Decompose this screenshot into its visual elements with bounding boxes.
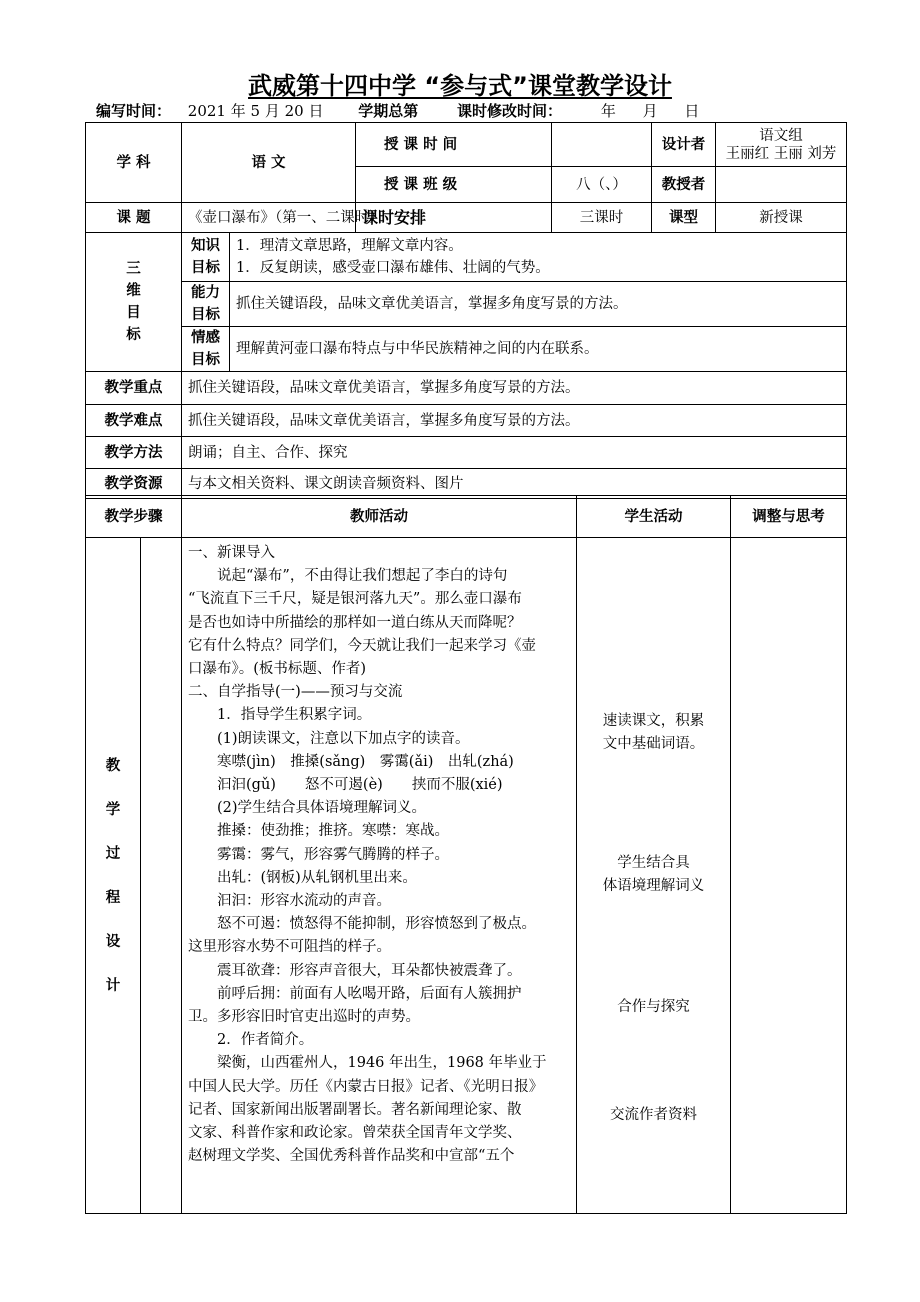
resource-text: 与本文相关资料、课文朗读音频资料、图片	[182, 469, 847, 499]
teacher-line: 怒不可遏：愤怒得不能抑制，形容愤怒到了极点。	[217, 916, 536, 933]
student-activity-header: 学生活动	[577, 496, 731, 538]
term-label: 学期总第	[358, 102, 419, 120]
process-char: 设	[105, 933, 121, 950]
goals-char: 维	[126, 283, 141, 299]
teacher-line: 它有什么特点？同学们，今天就让我们一起来学习《壶	[188, 637, 536, 654]
type-label: 课型	[652, 203, 716, 233]
write-time-label: 编写时间：	[96, 102, 172, 120]
topic-label: 课 题	[86, 203, 182, 233]
teacher-line: 口瀑布》。(板书标题、作者)	[188, 661, 367, 678]
teacher-line: 梁衡，山西霍州人，1946 年出生，1968 年毕业于	[217, 1055, 547, 1072]
student-line: 文中基础词语。	[602, 736, 705, 752]
designer-label: 设计者	[652, 123, 716, 167]
teacher-line: 2．作者简介。	[217, 1032, 314, 1049]
teacher-label: 教授者	[652, 167, 716, 203]
student-activity-3	[577, 996, 730, 1019]
resource-label: 教学资源	[86, 469, 182, 499]
process-char: 学	[105, 801, 121, 818]
student-line: 学生结合具	[617, 855, 690, 871]
knowledge-line: 1．理清文章思路，理解文章内容。	[236, 238, 463, 254]
write-time-value: 2021 年 5 月 20 日	[187, 102, 324, 120]
label-line: 知识	[191, 238, 220, 254]
subject-value: 语 文	[182, 123, 356, 203]
adjust-header: 调整与思考	[731, 496, 847, 538]
emotion-goal-label	[182, 327, 230, 372]
key-point-text: 抓住关键语段，品味文章优美语言，掌握多角度写景的方法。	[182, 372, 847, 405]
teaching-process-table	[85, 495, 847, 1214]
teacher-activity-header: 教师活动	[182, 496, 577, 538]
student-activity-4	[577, 1104, 730, 1127]
class-value: 八（、）	[552, 167, 652, 203]
method-label: 教学方法	[86, 437, 182, 469]
teacher-line: 雾霭：雾气，形容雾气腾腾的样子。	[217, 846, 449, 863]
teacher-line: 1．指导学生积累字词。	[217, 707, 372, 724]
teacher-line: 中国人民大学。历任《内蒙古日报》记者、《光明日报》	[188, 1078, 544, 1095]
process-char: 过	[105, 845, 121, 862]
student-activity-2	[577, 852, 730, 898]
teacher-line: 卫。多形容旧时官吏出巡时的声势。	[188, 1009, 420, 1026]
teacher-line: 汩汩：形容水流动的声音。	[217, 893, 391, 910]
teacher-line: 汩汩(gǔ) 怒不可遏(è) 挟而不服(xié)	[217, 777, 503, 794]
student-line: 交流作者资料	[610, 1107, 697, 1123]
goals-char: 目	[126, 305, 141, 321]
goals-char: 三	[126, 261, 141, 277]
process-char: 程	[105, 889, 121, 906]
knowledge-goal-text	[230, 233, 847, 282]
student-activity-1	[577, 710, 730, 756]
teacher-line: 前呼后拥：前面有人吆喝开路，后面有人簇拥护	[217, 985, 522, 1002]
document-title: 武威第十四中学 “参与式”课堂教学设计	[248, 72, 672, 100]
time-label: 授 课 时 间	[356, 123, 552, 167]
teacher-line: 寒噤(jìn) 推搡(sǎng) 雾霭(ǎi) 出轧(zhá)	[217, 753, 514, 770]
label-line: 情感	[191, 330, 220, 346]
difficulty-label: 教学难点	[86, 405, 182, 437]
process-design-label	[86, 538, 141, 1214]
modify-time-value: 年 月 日	[600, 102, 700, 120]
key-point-label: 教学重点	[86, 372, 182, 405]
ability-goal-label	[182, 282, 230, 327]
label-line: 目标	[191, 352, 220, 368]
schedule-value: 三课时	[552, 203, 652, 233]
designer-group: 语文组	[759, 127, 803, 144]
teacher-line: 赵树理文学奖、全国优秀科普作品奖和中宣部“五个	[188, 1148, 515, 1165]
label-line: 目标	[191, 307, 220, 323]
teacher-line: (1)朗读课文，注意以下加点字的读音。	[217, 730, 470, 747]
student-line: 速读课文，积累	[602, 713, 705, 729]
type-value: 新授课	[716, 203, 847, 233]
teacher-line: “飞流直下三千尺，疑是银河落九天”。那么壶口瀑布	[188, 591, 522, 608]
label-line: 能力	[191, 285, 220, 301]
method-text: 朗诵；自主、合作、探究	[182, 437, 847, 469]
teacher-line: 记者、国家新闻出版署副署长。著名新闻理论家、散	[188, 1101, 522, 1118]
adjust-body	[731, 538, 847, 1214]
teacher-line: 出轧：(钢板)从轧钢机里出来。	[217, 869, 417, 886]
teacher-line: 一、新课导入	[188, 545, 275, 561]
schedule-label: 课时安排	[356, 203, 552, 233]
modify-time-label: 课时修改时间：	[457, 102, 563, 120]
student-line: 体语境理解词义	[602, 878, 705, 894]
teacher-line: (2)学生结合具体语境理解词义。	[217, 800, 427, 817]
teacher-line: 震耳欲聋：形容声音很大，耳朵都快被震聋了。	[217, 962, 522, 979]
student-activity-body	[577, 538, 731, 1214]
ability-goal-text: 抓住关键语段，品味文章优美语言，掌握多角度写景的方法。	[230, 282, 847, 327]
subject-label: 学 科	[86, 123, 182, 203]
process-char: 教	[105, 757, 121, 774]
lesson-info-table	[85, 122, 847, 499]
process-char: 计	[105, 977, 121, 994]
teacher-line: 二、自学指导(一)——预习与交流	[188, 684, 403, 701]
student-line: 合作与探究	[617, 999, 690, 1015]
time-value	[552, 123, 652, 167]
document-meta	[96, 100, 699, 121]
teacher-line: 推搡：使劲推；推挤。寒噤：寒战。	[217, 823, 449, 840]
steps-header: 教学步骤	[86, 496, 182, 538]
step-column	[141, 538, 182, 1214]
label-line: 目标	[191, 260, 220, 276]
knowledge-goal-label	[182, 233, 230, 282]
teacher-line: 文家、科普作家和政论家。曾荣获全国青年文学奖、	[188, 1125, 522, 1142]
teacher-line: 这里形容水势不可阻挡的样子。	[188, 939, 391, 956]
emotion-goal-text: 理解黄河壶口瀑布特点与中华民族精神之间的内在联系。	[230, 327, 847, 372]
teacher-activity-body	[182, 538, 577, 1214]
three-goals-label	[86, 233, 182, 372]
difficulty-text: 抓住关键语段，品味文章优美语言，掌握多角度写景的方法。	[182, 405, 847, 437]
designer-value	[716, 123, 847, 167]
designer-names: 王丽红 王丽 刘芳	[725, 145, 837, 162]
goals-char: 标	[126, 327, 141, 343]
topic-value: 《壶口瀑布》（第一、二课时）	[182, 203, 356, 233]
class-label: 授 课 班 级	[356, 167, 552, 203]
teacher-value	[716, 167, 847, 203]
knowledge-line: 1．反复朗读，感受壶口瀑布雄伟、壮阔的气势。	[236, 260, 550, 276]
teacher-line: 是否也如诗中所描绘的那样如一道白练从天而降呢？	[188, 614, 522, 631]
teacher-line: 说起“瀑布”，不由得让我们想起了李白的诗句	[217, 568, 508, 585]
